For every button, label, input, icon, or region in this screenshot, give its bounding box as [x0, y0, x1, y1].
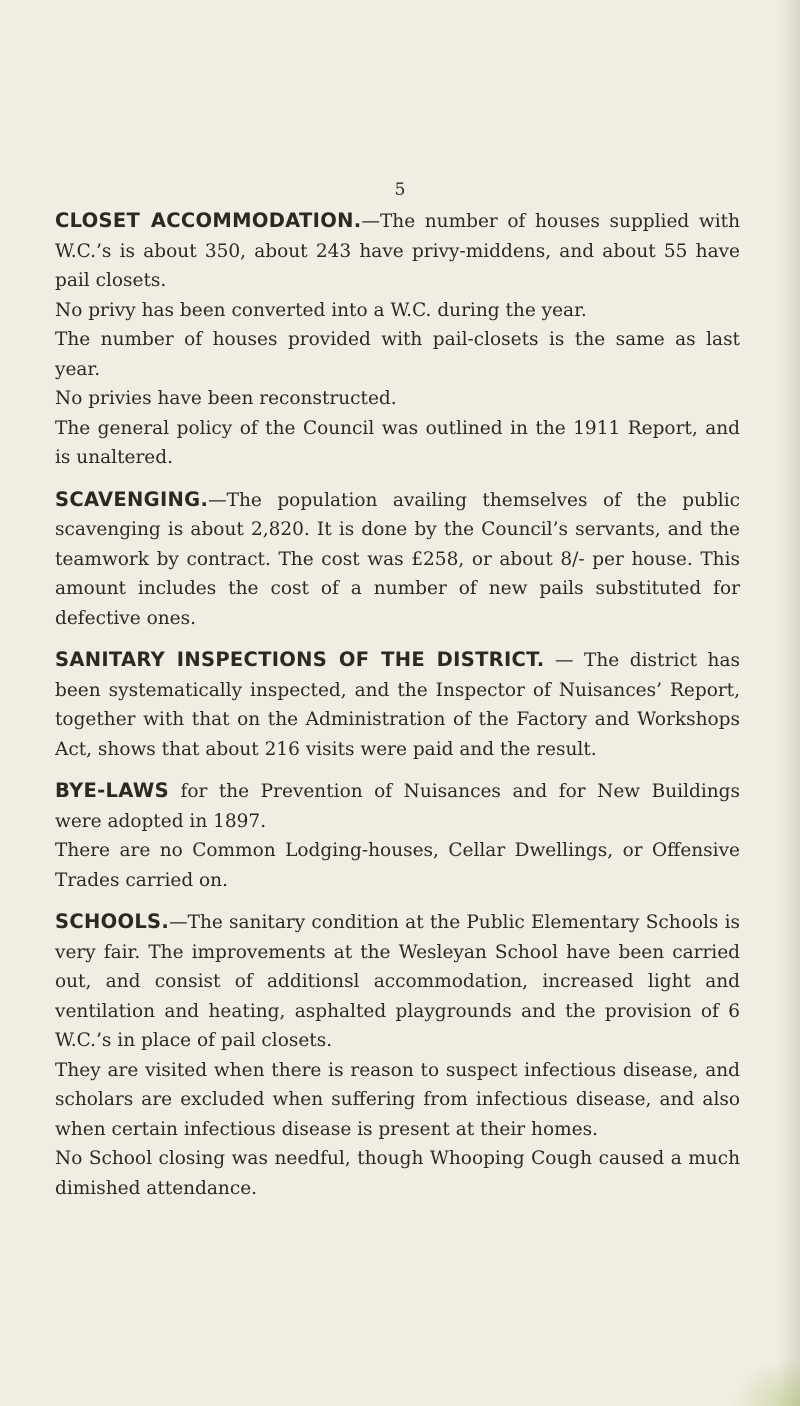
schools-paragraph: [55, 907, 740, 1056]
byelaws-heading: BYE-LAWS: [55, 779, 169, 802]
byelaws-paragraph-2: There are no Common Lodging-houses, Cellar Dwellings, or Offensive Trades carried on.: [55, 840, 740, 891]
closet-paragraph-3: The number of houses provided with pail-closets is the same as last year.: [55, 329, 740, 380]
scavenging-text: —The population availing themselves of the public scavenging is about 2,820. It is done by the Council’s servants, and the teamwork by contract. The cost was £258, or about 8/- per house. This amount includes the cost of a number of new pails substituted for defective ones.: [55, 489, 740, 629]
schools-heading: SCHOOLS.: [55, 910, 170, 933]
sanitary-heading: SANITARY INSPECTIONS OF THE DISTRICT.: [55, 648, 545, 671]
closet-paragraph-5: The general policy of the Council was outlined in the 1911 Report, and is unaltered.: [55, 417, 740, 468]
closet-paragraph-2: No privy has been converted into a W.C. during the year.: [55, 299, 587, 321]
page-number: 5: [394, 180, 406, 200]
schools-paragraph-2: They are visited when there is reason to suspect infectious disease, and scholars are excluded when suffering from infectious disease, and also when certain infectious disease is present at their homes.: [55, 1059, 740, 1140]
scavenging-paragraph: [55, 485, 740, 634]
document-body: [55, 206, 740, 1203]
page-edge-shadow: [778, 0, 800, 1406]
sanitary-paragraph: [55, 645, 740, 764]
schools-paragraph-3: No School closing was needful, though Whooping Cough caused a much dimished attendance.: [55, 1148, 740, 1199]
page-corner-stain: [730, 1356, 800, 1406]
closet-text: —The number of houses supplied with W.C.’s is about 350, about 243 have privy-middens, and about 55 have pail closets.: [55, 211, 740, 291]
scavenging-heading: SCAVENGING.: [55, 487, 209, 511]
byelaws-paragraph: [55, 776, 740, 836]
sanitary-text: — The district has been systematically inspected, and the Inspector of Nuisances’ Report, together with that on the Administration of the Factory and Workshops Act, shows that about 216 visits were paid and the result.: [55, 650, 740, 760]
closet-heading: CLOSET ACCOMMODATION.: [55, 209, 362, 232]
closet-paragraph: [55, 206, 740, 296]
schools-text: —The sanitary condition at the Public Elementary Schools is very fair. The improvements at the Wesleyan School have been carried out, and consist of additionsl accommodation, increased light and ventilation and heating, asphalted playgrounds and the provision of 6 W.C.’s in place of pail closets.: [55, 912, 740, 1051]
closet-paragraph-4: No privies have been reconstructed.: [55, 388, 397, 409]
byelaws-text: for the Prevention of Nuisances and for New Buildings were adopted in 1897.: [55, 781, 740, 832]
